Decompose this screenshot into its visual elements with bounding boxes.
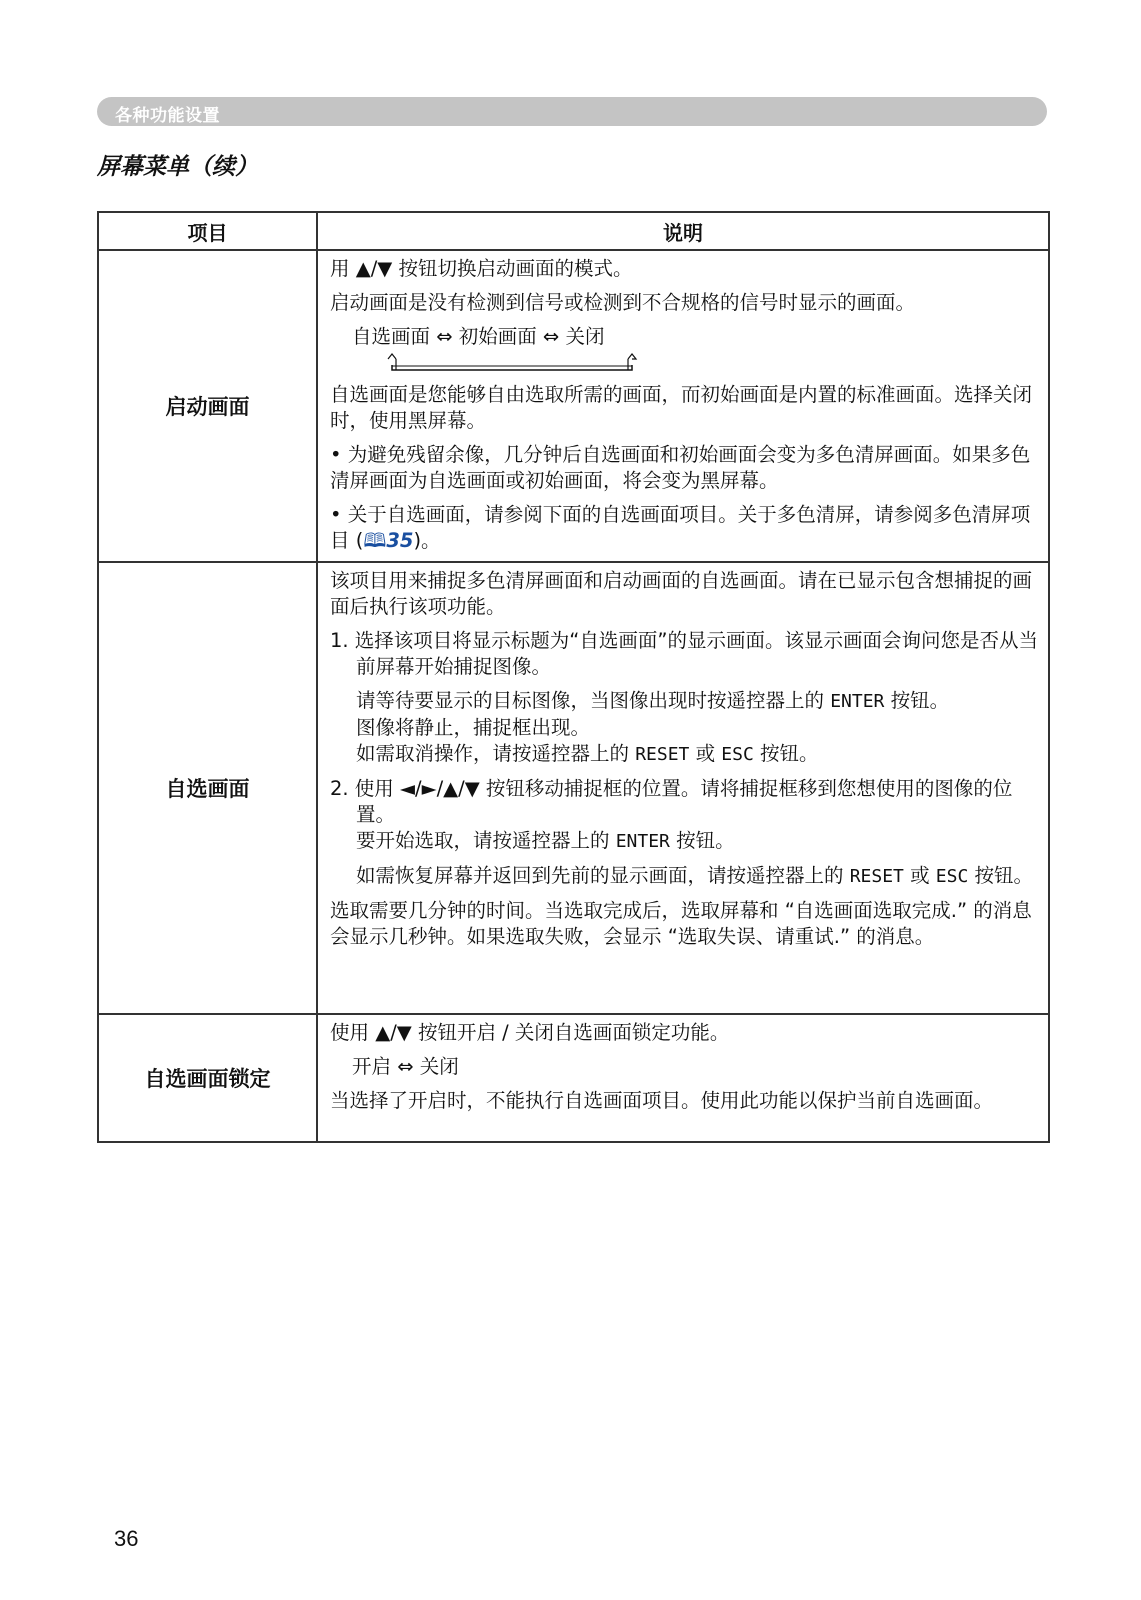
- step-2: 2. 使用 ◄/►/▲/▼ 按钮移动捕捉框的位置。请将捕捉框移到您想使用的图像的位置。: [330, 777, 1013, 826]
- desc-text: 按钮。: [753, 742, 819, 765]
- desc-line: 自选画面是您能够自由选取所需的画面，而初始画面是内置的标准画面。选择关闭时，使用黑屏幕。: [330, 383, 1033, 432]
- key-enter: ENTER: [615, 831, 670, 852]
- item-description: [317, 1014, 1049, 1142]
- table-row-my-screen-lock: [98, 1014, 1049, 1142]
- step-1-detail: 图像将静止，捕捉框出现。: [356, 716, 591, 739]
- table-header-row: [98, 212, 1049, 250]
- step-2-detail: [330, 828, 1038, 855]
- key-esc: ESC: [721, 744, 754, 765]
- desc-line: 选取需要几分钟的时间。当选取完成后，选取屏幕和 “自选画面选取完成.” 的消息会显示几秒钟。如果选取失败，会显示 “选取失误、请重试.” 的消息。: [330, 899, 1032, 948]
- desc-text: 或: [689, 742, 722, 765]
- desc-text: 或: [903, 864, 936, 887]
- item-description: [317, 562, 1049, 1014]
- book-icon: 🕮: [363, 529, 387, 552]
- cycle-options: 自选画面 ⇔ 初始画面 ⇔ 关闭: [352, 325, 605, 348]
- table-row-my-screen: [98, 562, 1049, 1014]
- cycle-return-arrow-icon: [382, 352, 642, 372]
- desc-text: 请等待要显示的目标图像，当图像出现时按遥控器上的: [356, 689, 831, 712]
- item-description: [317, 250, 1049, 562]
- section-label: 各种功能设置: [115, 106, 220, 126]
- desc-text: 按钮。: [669, 829, 735, 852]
- page-number: 36: [114, 1526, 139, 1551]
- desc-line: [330, 502, 1038, 554]
- desc-text: • 关于自选画面，请参阅下面的自选画面项目。关于多色清屏，请参阅多色清屏项目 (: [330, 503, 1031, 552]
- step-2-detail: [330, 863, 1038, 890]
- item-name: 自选画面: [98, 562, 317, 1014]
- item-name: 自选画面锁定: [98, 1014, 317, 1142]
- section-header-bar: [97, 97, 1047, 126]
- key-esc: ESC: [935, 866, 969, 887]
- desc-line: 使用 ▲/▼ 按钮开启 / 关闭自选画面锁定功能。: [330, 1021, 730, 1044]
- table-row-start-up: [98, 250, 1049, 562]
- step-1-detail: [330, 688, 1038, 715]
- desc-line: 当选择了开启时，不能执行自选画面项目。使用此功能以保护当前自选画面。: [330, 1089, 994, 1112]
- key-reset: RESET: [635, 744, 690, 765]
- desc-text: 如需取消操作，请按遥控器上的: [356, 742, 636, 765]
- desc-line: • 为避免残留余像，几分钟后自选画面和初始画面会变为多色清屏画面。如果多色清屏画面为自选画面或初始画面，将会变为黑屏幕。: [330, 443, 1031, 492]
- menu-table: [97, 211, 1050, 1143]
- desc-text: 按钮。: [968, 864, 1034, 887]
- desc-text: )。: [413, 529, 441, 552]
- desc-line: 用 ▲/▼ 按钮切换启动画面的模式。: [330, 257, 633, 280]
- page-reference-link[interactable]: 35: [386, 529, 414, 552]
- page-title: 屏幕菜单（续）: [97, 154, 258, 180]
- item-name: 启动画面: [98, 250, 317, 562]
- cycle-options: 开启 ⇔ 关闭: [352, 1055, 459, 1078]
- key-reset: RESET: [849, 866, 904, 887]
- column-header-description: 说明: [317, 212, 1049, 250]
- desc-line: 该项目用来捕捉多色清屏画面和启动画面的自选画面。请在已显示包含想捕捉的画面后执行该项功能。: [330, 569, 1033, 618]
- desc-text: 如需恢复屏幕并返回到先前的显示画面，请按遥控器上的: [356, 864, 850, 887]
- desc-text: 按钮。: [884, 689, 950, 712]
- desc-text: 要开始选取，请按遥控器上的: [356, 829, 616, 852]
- step-1-detail: [330, 741, 1038, 768]
- step-1: 1. 选择该项目将显示标题为“自选画面”的显示画面。该显示画面会询问您是否从当前屏幕开始捕捉图像。: [330, 629, 1039, 678]
- cycle-diagram: [330, 324, 1038, 376]
- key-enter: ENTER: [830, 691, 885, 712]
- desc-line: 启动画面是没有检测到信号或检测到不合规格的信号时显示的画面。: [330, 291, 916, 314]
- column-header-item: 项目: [98, 212, 317, 250]
